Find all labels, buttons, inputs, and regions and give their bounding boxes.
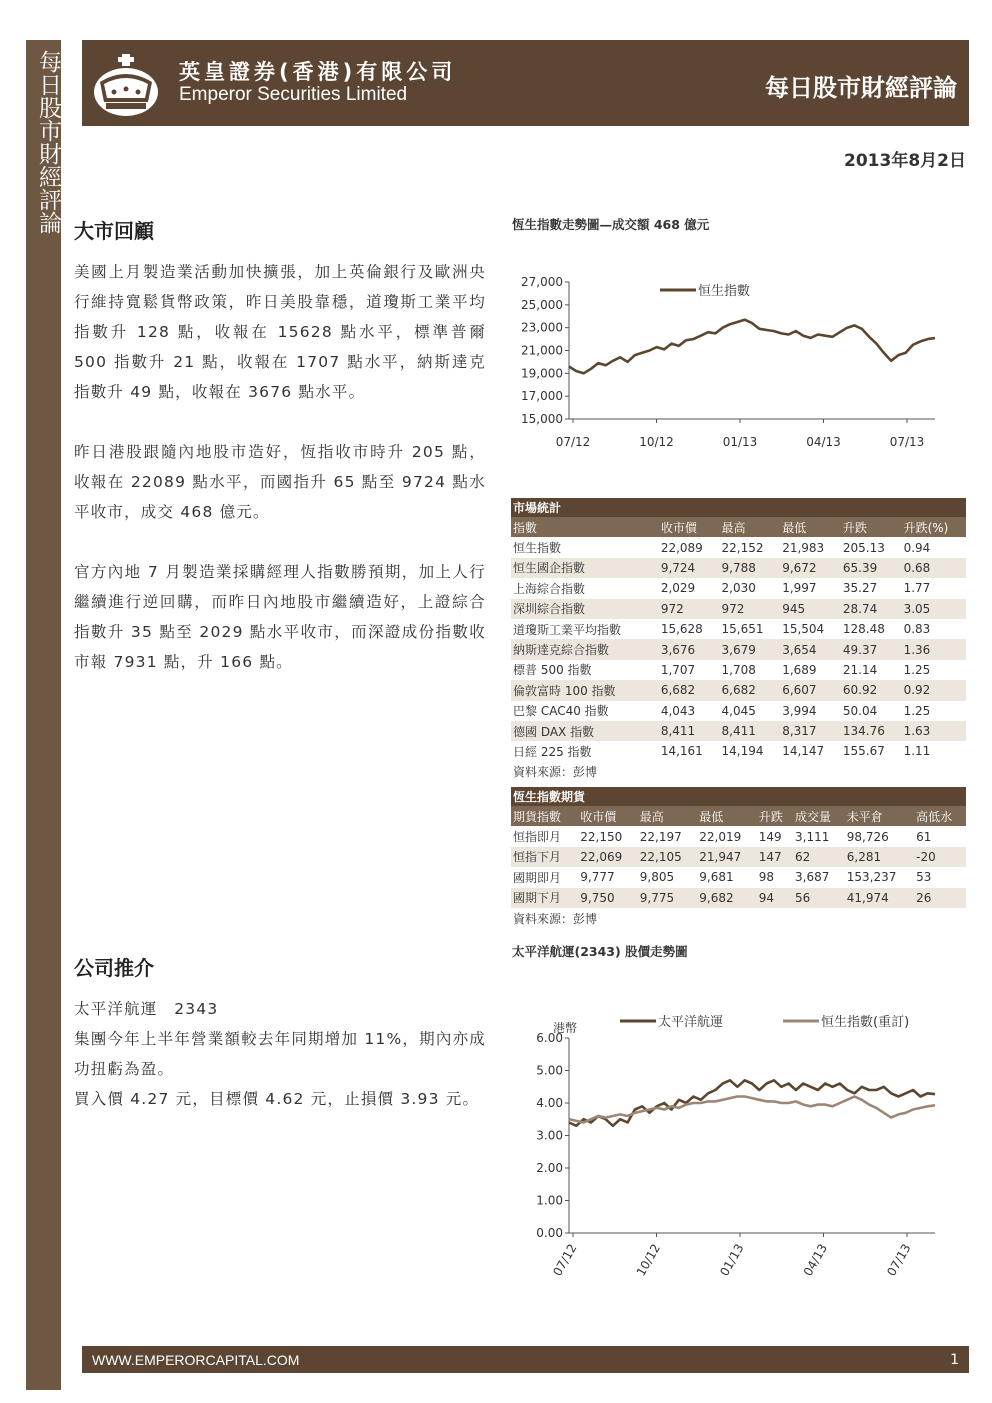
table-cell: 道瓊斯工業平均指數 [513, 622, 622, 637]
table-cell: 22,197 [639, 829, 682, 844]
y-tick-label: 23,000 [521, 320, 563, 335]
table-cell: 3.05 [902, 599, 966, 619]
footer-bar [82, 1346, 969, 1373]
market-stats-source: 資料來源：彭博 [513, 765, 598, 780]
header-cell: 最高 [638, 806, 698, 826]
y-tick-label: 17,000 [521, 389, 563, 404]
table-row [511, 826, 966, 846]
company-para-2: 買入價 4.27 元，目標價 4.62 元，止損價 3.93 元。 [74, 1090, 480, 1108]
table-cell: 1.63 [902, 721, 966, 741]
market-stats-header-row [511, 517, 966, 537]
table-cell: 9,775 [638, 888, 698, 908]
table-cell: 9,672 [780, 558, 841, 578]
market-review-title: 大市回顧 [74, 219, 154, 243]
table-row [511, 599, 966, 619]
market-review-para-1: 美國上月製造業活動加快擴張，加上英倫銀行及歐洲央行維持寬鬆貨幣政策，昨日美股靠穩，道瓊斯工業平均指數升 128 點，收報在 15628 點水平，標準普爾 500 指數升 21 點，收報在 1707 點水平，納斯達克指數升 49 點，收報在 3676 點水平。 [74, 263, 486, 401]
series-line [569, 1080, 935, 1126]
table-cell: 21,983 [782, 540, 825, 555]
table-cell: 0.68 [902, 558, 966, 578]
market-review-para-2: 昨日港股跟隨內地股市造好，恆指收市時升 205 點，收報在 22089 點水平，而國指升 65 點至 9724 點水平收市，成交 468 億元。 [74, 443, 486, 521]
table-cell: 6,682 [659, 680, 720, 700]
table-cell: 9,750 [578, 888, 638, 908]
table-cell: -20 [914, 847, 966, 867]
table-cell: 21.14 [842, 662, 878, 677]
table-cell: 1.25 [903, 662, 931, 677]
table-row [511, 619, 966, 639]
table-cell: 205.13 [842, 540, 885, 555]
chart1-title: 恆生指數走勢圖—成交額 468 億元 [512, 217, 710, 232]
table-cell: 9,788 [720, 558, 781, 578]
page-number: 1 [950, 1352, 959, 1368]
table-cell: 149 [758, 829, 782, 844]
table-cell: 8,411 [720, 721, 781, 741]
table-cell: 15,504 [782, 622, 825, 637]
x-tick-label: 07/12 [555, 435, 591, 449]
sidebar-title: 每日股市財經評論 [35, 50, 61, 234]
table-cell: 1.36 [902, 639, 966, 659]
table-cell: 0.83 [903, 622, 931, 637]
table-cell: 6,682 [720, 680, 781, 700]
table-cell: 153,237 [846, 870, 897, 885]
table-cell: 國期下月 [511, 888, 578, 908]
y-tick-label: 4.00 [536, 1096, 563, 1110]
table-cell: 0.94 [903, 540, 931, 555]
chart2-title: 太平洋航運(2343) 股價走勢圖 [512, 944, 688, 959]
x-tick-label: 10/12 [633, 1241, 664, 1279]
x-tick-label: 01/13 [717, 1241, 747, 1279]
y-tick-label: 1.00 [536, 1193, 563, 1208]
table-cell: 50.04 [842, 703, 878, 718]
sidebar-band [26, 40, 61, 1390]
table-cell: 3,654 [780, 639, 841, 659]
y-tick-label: 15,000 [521, 412, 563, 426]
footer-url: WWW.EMPERORCAPITAL.COM [92, 1352, 300, 1368]
table-cell: 3,687 [795, 870, 830, 885]
table-cell: 3,679 [720, 639, 781, 659]
company-name-line: 太平洋航運 2343 [74, 1000, 219, 1018]
report-date: 2013年8月2日 [844, 151, 966, 171]
table-cell: 15,651 [721, 622, 764, 637]
table-cell: 納斯達克綜合指數 [511, 639, 659, 659]
table-cell: 4,045 [721, 703, 756, 718]
table-cell: 22,150 [580, 829, 623, 844]
table-cell: 標普 500 指數 [513, 663, 592, 678]
table-cell: 22,019 [699, 829, 742, 844]
y-tick-label: 0.00 [536, 1226, 563, 1240]
header-cell: 期貨指數 [511, 806, 578, 826]
hsi-chart [505, 265, 965, 460]
table-cell: 3,111 [795, 829, 830, 844]
table-row [511, 888, 966, 908]
header-cell: 升跌 [757, 806, 793, 826]
header-cell: 指數 [511, 517, 659, 537]
table-row [511, 847, 966, 867]
table-cell: 128.48 [842, 622, 885, 637]
futures-header-row [511, 806, 966, 826]
header-cell: 成交量 [793, 806, 845, 826]
table-cell: 1.25 [903, 703, 931, 718]
table-row [511, 578, 966, 598]
y-tick-label: 6.00 [536, 1031, 563, 1045]
table-cell: 深圳綜合指數 [511, 599, 659, 619]
table-cell: 0.92 [902, 680, 966, 700]
x-tick-label: 07/13 [884, 1241, 914, 1279]
pacific-basin-chart [505, 1005, 965, 1295]
series-line [569, 320, 935, 374]
table-cell: 60.92 [841, 680, 902, 700]
y-tick-label: 19,000 [521, 366, 563, 381]
table-cell: 61 [916, 829, 932, 844]
x-tick-label: 04/13 [806, 435, 841, 449]
table-cell: 945 [780, 599, 841, 619]
table-row [511, 537, 966, 557]
header-cell: 升跌 [841, 517, 902, 537]
x-tick-label: 07/13 [889, 435, 925, 449]
legend-label: 太平洋航運 [658, 1015, 724, 1030]
header-cell: 收市價 [578, 806, 638, 826]
table-cell: 6,607 [780, 680, 841, 700]
table-row [511, 639, 966, 659]
table-cell: 134.76 [841, 721, 902, 741]
table-cell: 4,043 [660, 703, 696, 718]
table-cell: 1,707 [660, 662, 696, 677]
report-title: 每日股市財經評論 [765, 74, 957, 102]
header-cell: 最高 [720, 517, 781, 537]
table-cell: 德國 DAX 指數 [511, 721, 659, 741]
table-cell: 98 [758, 870, 775, 885]
futures-table [511, 787, 966, 928]
header-cell: 未平倉 [845, 806, 914, 826]
table-cell: 147 [757, 847, 793, 867]
table-row [511, 701, 966, 721]
table-cell: 56 [793, 888, 845, 908]
table-row [511, 721, 966, 741]
table-cell: 9,805 [639, 870, 675, 885]
report-header [82, 40, 969, 126]
y-tick-label: 25,000 [521, 297, 563, 312]
y-tick-label: 3.00 [536, 1128, 563, 1143]
table-cell: 22,089 [660, 540, 703, 555]
table-cell: 22,105 [638, 847, 698, 867]
futures-source: 資料來源：彭博 [513, 911, 598, 926]
table-cell: 1,708 [721, 662, 756, 677]
table-row [511, 558, 966, 578]
table-cell: 53 [916, 870, 932, 885]
table-cell: 8,317 [780, 721, 841, 741]
table-cell: 3,994 [782, 703, 817, 718]
table-cell: 49.37 [841, 639, 902, 659]
header-cell: 升跌(%) [902, 517, 966, 537]
table-cell: 65.39 [841, 558, 902, 578]
table-cell: 972 [659, 599, 720, 619]
table-cell: 9,724 [659, 558, 720, 578]
table-cell: 倫敦富時 100 指數 [511, 680, 659, 700]
table-cell: 9,682 [697, 888, 757, 908]
table-cell: 98,726 [846, 829, 889, 844]
futures-title: 恆生指數期貨 [511, 787, 966, 806]
table-cell: 1.77 [903, 581, 931, 596]
table-cell: 14,194 [721, 744, 764, 759]
table-cell: 21,947 [697, 847, 757, 867]
table-cell: 35.27 [842, 581, 878, 596]
x-tick-label: 04/13 [800, 1241, 831, 1279]
table-cell: 15,628 [660, 622, 703, 637]
market-stats-table [511, 498, 966, 782]
table-cell: 1,997 [782, 581, 817, 596]
table-cell: 1.11 [903, 744, 931, 759]
table-cell: 14,147 [782, 744, 825, 759]
table-row [511, 680, 966, 700]
header-cell: 最低 [697, 806, 757, 826]
table-cell: 1,689 [782, 662, 817, 677]
table-cell: 9,681 [699, 870, 734, 885]
market-stats-title: 市場統計 [511, 498, 966, 517]
table-cell: 6,281 [845, 847, 914, 867]
table-cell: 3,676 [659, 639, 720, 659]
x-tick-label: 10/12 [639, 435, 674, 449]
crown-logo-icon [90, 48, 162, 120]
y-tick-label: 21,000 [521, 343, 563, 358]
y-axis-label: 港幣 [552, 1021, 578, 1035]
table-cell: 28.74 [841, 599, 902, 619]
table-cell: 14,161 [660, 744, 703, 759]
table-cell: 8,411 [659, 721, 720, 741]
company-section-title: 公司推介 [74, 956, 154, 980]
x-tick-label: 01/13 [722, 435, 758, 449]
market-review-para-3: 官方內地 7 月製造業採購經理人指數勝預期，加上人行繼續進行逆回購，而昨日內地股市繼續造好，上證綜合指數升 35 點至 2029 點水平收市，而深證成份指數收市報 7931 點，升 166 點。 [74, 563, 486, 671]
table-cell: 155.67 [842, 744, 885, 759]
table-row [511, 867, 966, 887]
table-cell: 恒生指數 [513, 541, 562, 556]
table-row [511, 660, 966, 680]
table-cell: 恒指即月 [513, 830, 562, 845]
table-cell: 22,152 [721, 540, 764, 555]
table-cell: 上海綜合指數 [513, 581, 586, 596]
x-tick-label: 07/12 [550, 1241, 580, 1279]
company-name-en: Emperor Securities Limited [179, 84, 408, 105]
header-cell: 最低 [780, 517, 841, 537]
table-cell: 22,069 [578, 847, 638, 867]
series-line [569, 1097, 935, 1123]
company-name-cn: 英皇證券(香港)有限公司 [179, 60, 457, 84]
table-cell: 巴黎 CAC40 指數 [513, 704, 609, 719]
legend-label: 恒生指數(重訂) [821, 1015, 910, 1030]
y-tick-label: 5.00 [536, 1063, 563, 1078]
table-cell: 26 [914, 888, 966, 908]
table-cell: 恒指下月 [511, 847, 578, 867]
table-cell: 2,029 [660, 581, 696, 596]
table-row [511, 741, 966, 761]
y-tick-label: 27,000 [521, 275, 563, 289]
table-cell: 日經 225 指數 [513, 744, 592, 759]
table-cell: 41,974 [845, 888, 914, 908]
header-cell: 高低水 [914, 806, 966, 826]
table-cell: 國期即月 [513, 870, 562, 885]
y-tick-label: 2.00 [536, 1161, 563, 1175]
company-para-1: 集團今年上半年營業額較去年同期增加 11%，期內亦成功扭虧為盈。 [74, 1030, 486, 1078]
table-cell: 62 [793, 847, 845, 867]
table-cell: 972 [720, 599, 781, 619]
table-cell: 恒生國企指數 [511, 558, 659, 578]
table-cell: 9,777 [580, 870, 615, 885]
table-cell: 2,030 [721, 581, 756, 596]
header-cell: 收市價 [659, 517, 720, 537]
legend-label: 恒生指數 [698, 284, 751, 299]
table-cell: 94 [757, 888, 793, 908]
